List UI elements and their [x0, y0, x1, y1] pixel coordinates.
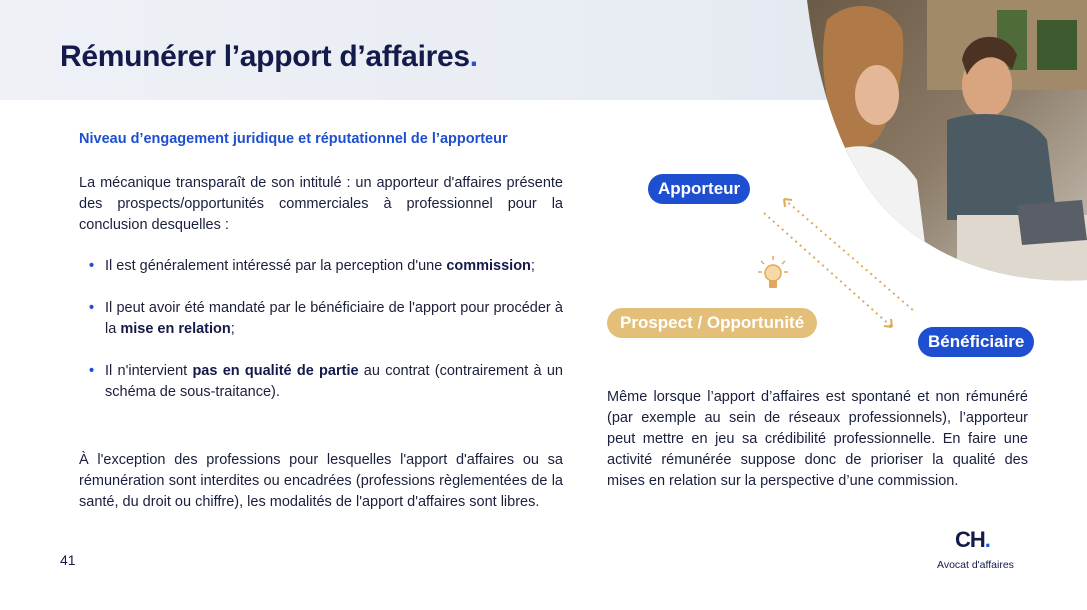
- bullet-item: • Il peut avoir été mandaté par le bénéficiaire de l'apport pour procéder à la mise en relation;: [89, 300, 563, 337]
- lightbulb-icon: [757, 255, 789, 295]
- bullet-dot-icon: •: [89, 300, 95, 316]
- right-paragraph: Même lorsque l’apport d’affaires est spontané et non rémunéré (par exemple au sein de réseaux professionnels), l’apporteur peut mettre en jeu sa crédibilité professionnelle. En faire une activité rémunérée suppose donc de prioriser la qualité des mises en relation sur la perspective d’une commission.: [607, 389, 1028, 489]
- apporteur-pill: Apporteur: [648, 174, 750, 204]
- brand-logo: CH.: [955, 527, 990, 552]
- bullet-dot-icon: •: [89, 363, 95, 379]
- prospect-pill: Prospect / Opportunité: [607, 308, 817, 338]
- bullet-item: • Il est généralement intéressé par la perception d'une commission;: [89, 256, 563, 277]
- page-title: Rémunérer l’apport d’affaires.: [60, 40, 478, 73]
- brand-caption: Avocat d'affaires: [937, 559, 1014, 571]
- section-subtitle: Niveau d’engagement juridique et réputationnel de l’apporteur: [79, 131, 508, 147]
- beneficiaire-pill: Bénéficiaire: [918, 327, 1034, 357]
- bullet-item: • Il n'intervient pas en qualité de partie au contrat (contrairement à un schéma de sous-traitance).: [89, 363, 563, 400]
- page-number: 41: [60, 552, 76, 568]
- closing-paragraph: À l'exception des professions pour lesquelles l'apport d'affaires ou sa rémunération sont interdites ou encadrées (professions règlementées de la santé, du droit ou chiffre), les modalités de l'apport d'affaires sont libres.: [79, 452, 563, 510]
- bullet-list: [89, 256, 563, 424]
- intro-paragraph: La mécanique transparaît de son intitulé : un apporteur d'affaires présente des prospects/opportunités commerciales à professionnel pour la conclusion desquelles :: [79, 175, 563, 233]
- bullet-dot-icon: •: [89, 258, 95, 274]
